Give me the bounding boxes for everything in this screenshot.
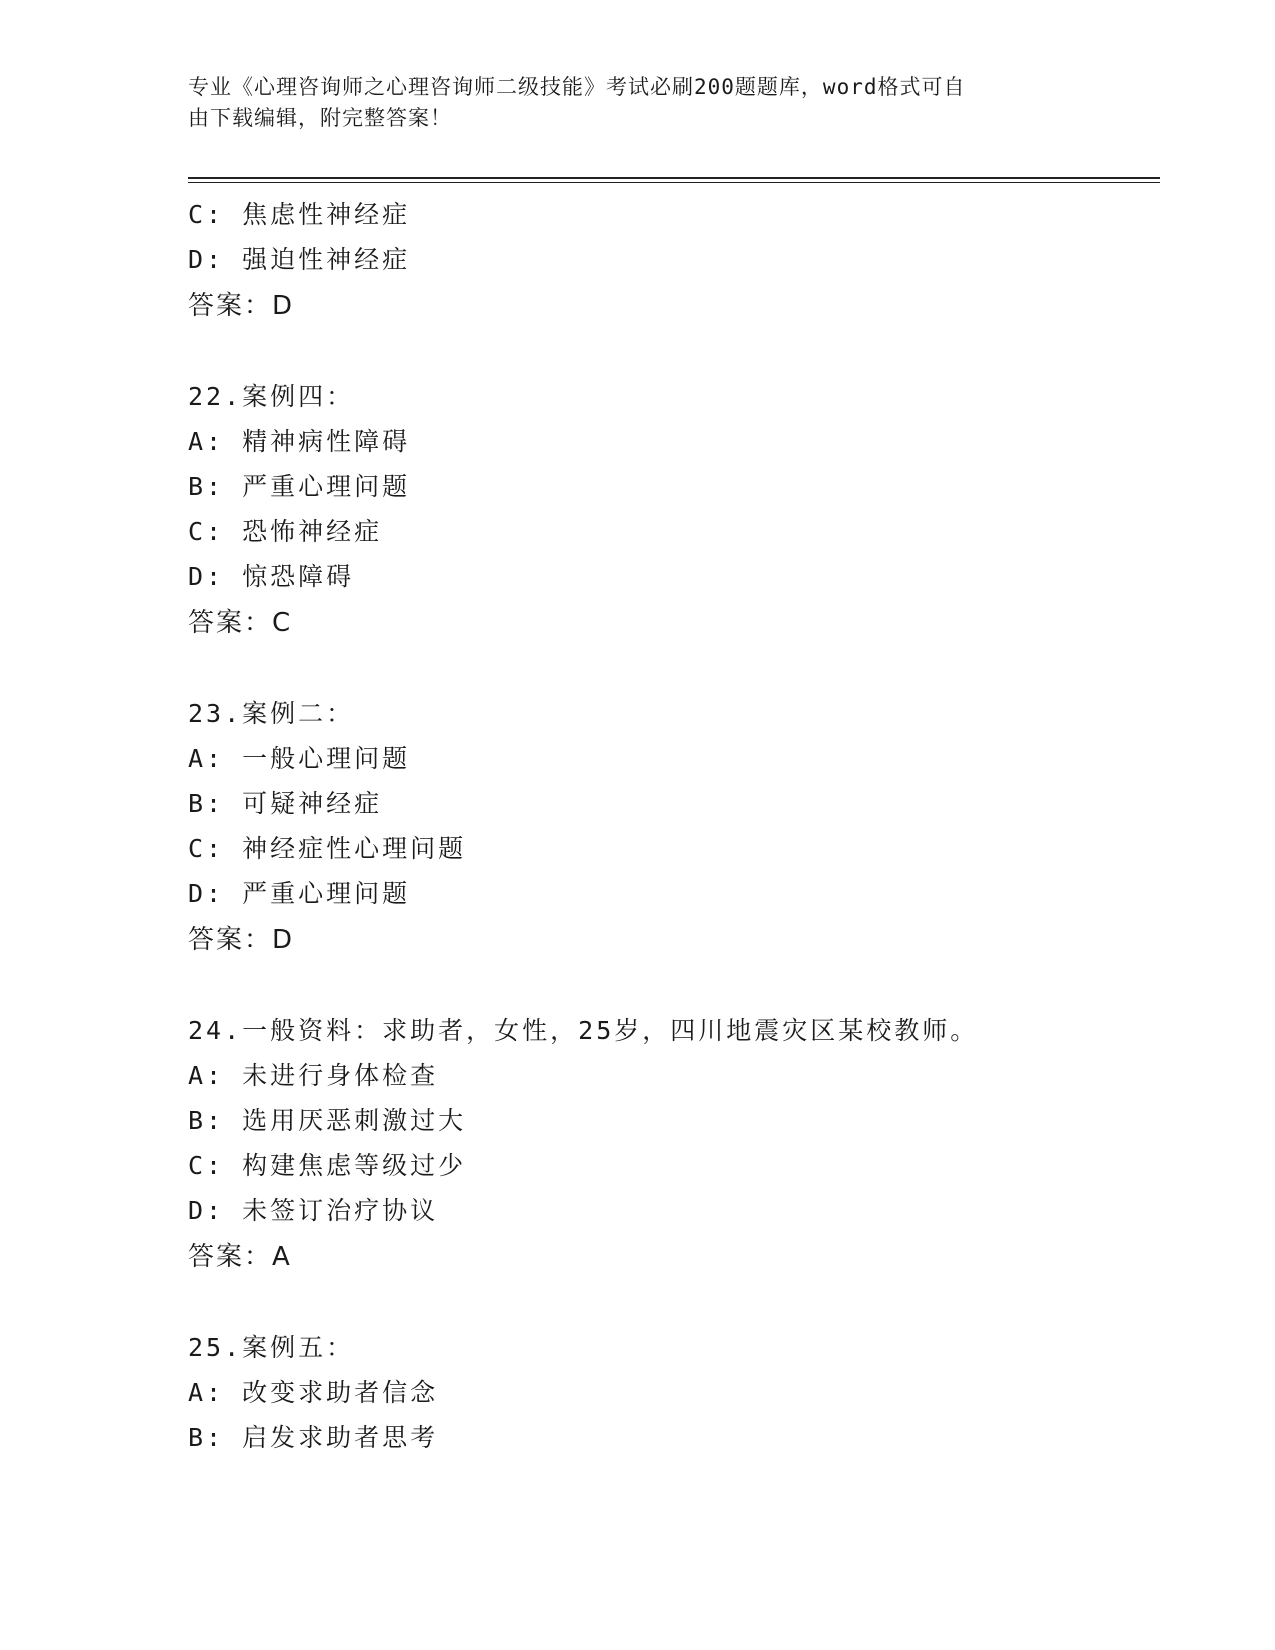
answer-value: D xyxy=(272,291,293,321)
option-c: C: 神经症性心理问题 xyxy=(188,834,467,863)
answer-value: D xyxy=(272,925,293,955)
question-stem: 25.案例五： xyxy=(188,1333,355,1362)
option-c: C: 焦虑性神经症 xyxy=(188,200,411,229)
option-a: A: 改变求助者信念 xyxy=(188,1378,439,1407)
header-line-1: 专业《心理咨询师之心理咨询师二级技能》考试必刷200题题库，word格式可自 xyxy=(188,75,966,99)
option-b: B: 启发求助者思考 xyxy=(188,1423,439,1452)
option-c: C: 恐怖神经症 xyxy=(188,517,383,546)
option-d: D: 未签订治疗协议 xyxy=(188,1196,439,1225)
header-divider-thin xyxy=(188,182,1160,183)
option-b: B: 选用厌恶刺激过大 xyxy=(188,1106,467,1135)
question-stem: 22.案例四： xyxy=(188,382,355,411)
answer-value: C xyxy=(272,608,291,638)
header-line-2: 由下载编辑，附完整答案！ xyxy=(188,106,452,130)
option-b: B: 可疑神经症 xyxy=(188,789,383,818)
question-stem: 23.案例二： xyxy=(188,699,355,728)
answer-line xyxy=(188,919,292,956)
question-stem: 24.一般资料：求助者，女性，25岁，四川地震灾区某校教师。 xyxy=(188,1016,979,1045)
option-d: D: 惊恐障碍 xyxy=(188,562,355,591)
document-header xyxy=(188,72,1068,134)
option-c: C: 构建焦虑等级过少 xyxy=(188,1151,467,1180)
answer-label: 答案： xyxy=(188,291,273,321)
answer-value: A xyxy=(272,1242,290,1272)
option-a: A: 一般心理问题 xyxy=(188,744,411,773)
answer-label: 答案： xyxy=(188,1242,273,1272)
answer-label: 答案： xyxy=(188,608,273,638)
answer-line xyxy=(188,285,292,322)
header-divider xyxy=(188,177,1160,179)
option-a: A: 未进行身体检查 xyxy=(188,1061,439,1090)
option-d: D: 强迫性神经症 xyxy=(188,245,411,274)
answer-line xyxy=(188,602,290,639)
answer-line xyxy=(188,1236,290,1273)
option-b: B: 严重心理问题 xyxy=(188,472,411,501)
answer-label: 答案： xyxy=(188,925,273,955)
option-a: A: 精神病性障碍 xyxy=(188,427,411,456)
option-d: D: 严重心理问题 xyxy=(188,879,411,908)
